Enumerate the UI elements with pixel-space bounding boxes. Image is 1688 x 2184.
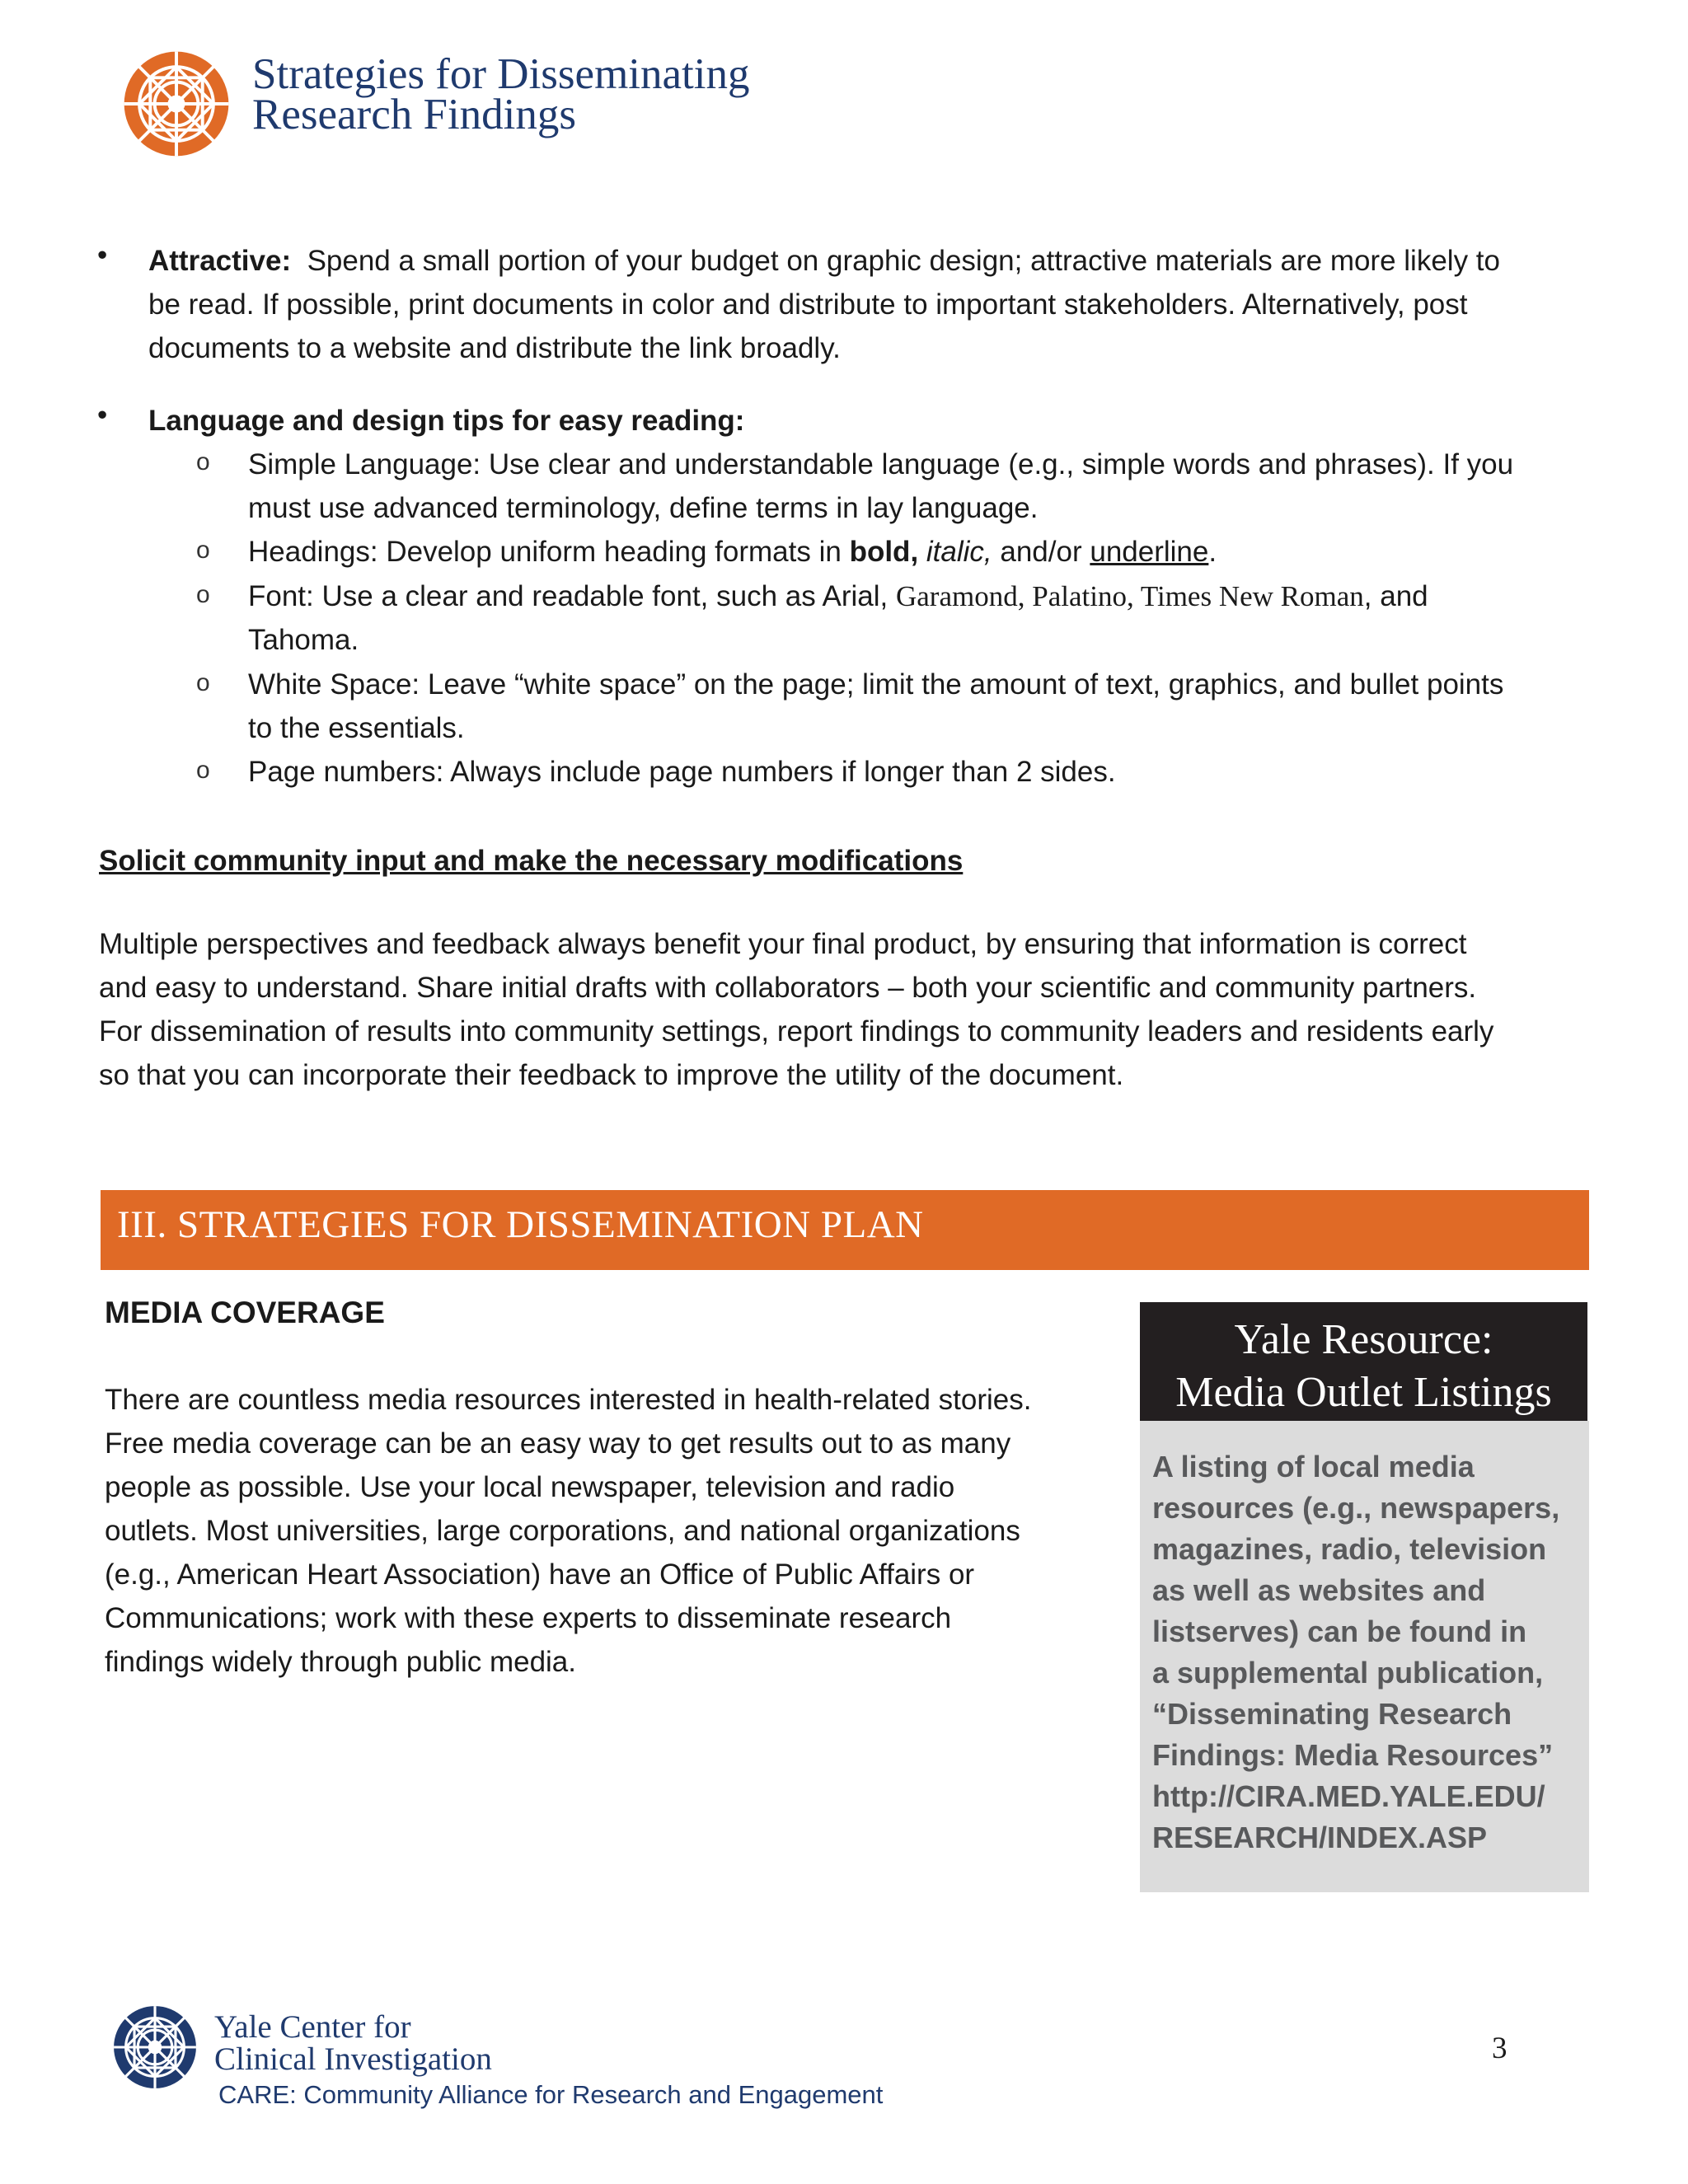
bullet-attractive-marker: • [97, 239, 108, 271]
page-number: 3 [1492, 2032, 1507, 2065]
media-line7: findings widely through public media. [105, 1646, 576, 1678]
footer-logo-icon [112, 2004, 198, 2090]
tip-font-prefix: Font: Use a clear and readable font, such as Arial, [248, 580, 896, 612]
tip-headings-mid: and/or [992, 536, 1090, 568]
tip-white-space [248, 663, 1600, 750]
header-title-line1: Strategies for Disseminating [252, 50, 750, 98]
tip-font-garamond: Garamond [896, 580, 1018, 612]
tip-font-times: Times New Roman [1140, 580, 1364, 612]
tip-simple-line2: must use advanced terminology, define terms in lay language. [248, 492, 1039, 524]
tip-white-line2: to the essentials. [248, 712, 465, 744]
bullet-attractive [148, 239, 1599, 370]
tip-simple-language [248, 443, 1600, 530]
language-label: Language and design tips for easy reading: [148, 405, 745, 437]
attractive-line3: documents to a website and distribute the link broadly. [148, 332, 841, 364]
tip-headings [248, 530, 1600, 574]
media-line5: (e.g., American Heart Association) have an Office of Public Affairs or [105, 1558, 975, 1591]
header-logo-icon [122, 49, 231, 158]
solicit-line1: Multiple perspectives and feedback always benefit your final product, by ensuring that information is correct [99, 928, 1467, 960]
tip-font-end: , and [1363, 580, 1428, 612]
footer-care-line: CARE: Community Alliance for Research and Engagement [218, 2080, 884, 2109]
solicit-line2: and easy to understand. Share initial drafts with collaborators – both your scientific and community partners. [99, 972, 1477, 1004]
attractive-line2: be read. If possible, print documents in color and distribute to important stakeholders. Alternatively, post [148, 288, 1468, 321]
header-title [252, 50, 750, 138]
solicit-line3: For dissemination of results into community settings, report findings to community leaders and residents early [99, 1015, 1494, 1047]
tip-page-numbers: Page numbers: Always include page numbers if longer than 2 sides. [248, 756, 1116, 788]
media-paragraph [105, 1378, 1118, 1684]
sidebar-title-line1: Yale Resource: [1234, 1316, 1493, 1363]
tip-simple-line1: Simple Language: Use clear and understandable language (e.g., simple words and phrases). If you [248, 448, 1514, 480]
media-line3: people as possible. Use your local newspaper, television and radio [105, 1471, 955, 1503]
sub-bullet-marker: o [196, 537, 210, 564]
sidebar-title-line2: Media Outlet Listings [1175, 1369, 1552, 1416]
media-heading: MEDIA COVERAGE [105, 1296, 385, 1329]
tip-headings-underline: underline [1090, 536, 1209, 568]
sub-bullet-marker: o [196, 757, 210, 784]
tip-font-line2: Tahoma. [248, 624, 359, 656]
media-line2: Free media coverage can be an easy way to get results out to as many [105, 1427, 1011, 1460]
solicit-heading: Solicit community input and make the necessary modifications [99, 845, 964, 877]
footer-org-line2: Clinical Investigation [214, 2041, 492, 2077]
section-title: III. STRATEGIES FOR DISSEMINATION PLAN [117, 1203, 924, 1246]
tip-headings-italic: italic, [926, 536, 992, 568]
media-line6: Communications; work with these experts to disseminate research [105, 1602, 952, 1634]
media-line4: outlets. Most universities, large corporations, and national organizations [105, 1515, 1020, 1547]
footer-org-name [214, 2011, 492, 2075]
bullet-language-marker: • [97, 399, 108, 431]
tip-font: Font: Use a clear and readable font, such as Arial, Garamond, Palatino, Times New Roman, and Tahoma. [248, 574, 1600, 662]
attractive-label: Attractive: [148, 245, 292, 277]
footer-org-line1: Yale Center for [214, 2009, 411, 2045]
sub-bullet-marker: o [196, 448, 210, 476]
tip-font-palatino: Palatino [1032, 580, 1127, 612]
sub-bullet-marker: o [196, 581, 210, 608]
solicit-paragraph [99, 922, 1599, 1097]
media-line1: There are countless media resources interested in health-related stories. [105, 1384, 1032, 1416]
attractive-line1: Spend a small portion of your budget on graphic design; attractive materials are more likely to [307, 245, 1500, 277]
header-title-line2: Research Findings [252, 91, 577, 138]
sub-bullet-marker: o [196, 669, 210, 696]
tip-headings-end: . [1208, 536, 1217, 568]
sidebar-title [1140, 1314, 1587, 1419]
tip-white-line1: White Space: Leave “white space” on the page; limit the amount of text, graphics, and bullet points [248, 668, 1504, 701]
sidebar-body-text: A listing of local media resources (e.g., newspapers, magazines, radio, television as well as websites and listserves) can be found in a supplemental publication, “Disseminating Research Findings: Media Resources” http://CIRA.MED.YALE.EDU/ RESEARCH/INDEX.ASP [1152, 1450, 1560, 1854]
tip-headings-prefix: Headings: Develop uniform heading formats in [248, 536, 850, 568]
tip-headings-bold: bold, [849, 536, 919, 568]
solicit-line4: so that you can incorporate their feedback to improve the utility of the document. [99, 1059, 1124, 1091]
